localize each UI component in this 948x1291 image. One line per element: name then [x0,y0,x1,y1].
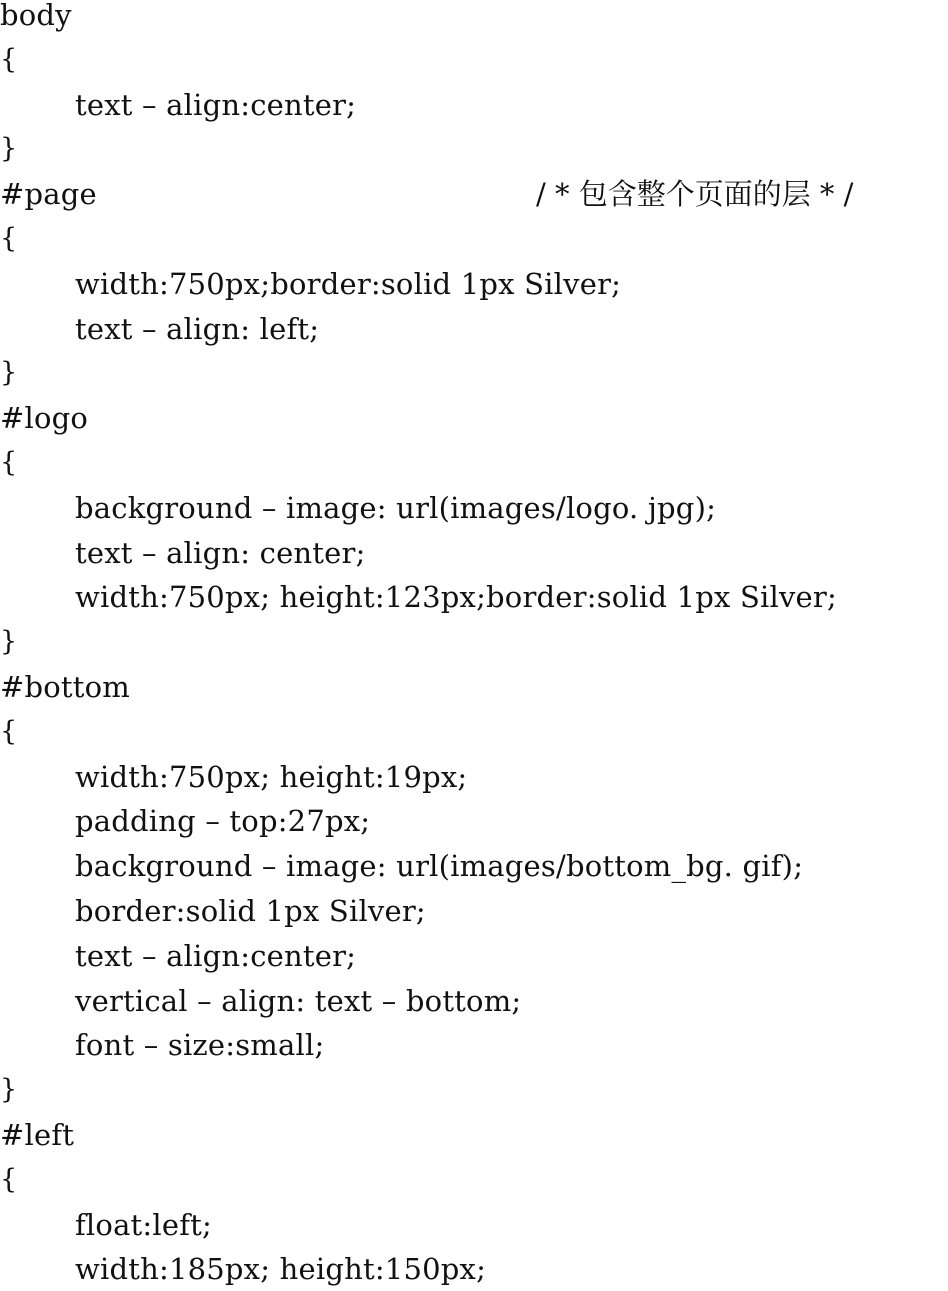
css-declaration-line: width:750px; height:123px;border:solid 1px Silver; [75,580,837,615]
open-brace: { [0,715,18,747]
close-brace: } [0,1074,18,1106]
css-selector-line: #logo [0,401,89,436]
css-declaration-line: font – size:small; [75,1028,325,1063]
open-brace: { [0,223,18,254]
css-declaration-line: float:left; [75,1207,212,1242]
css-declaration-line: width:750px;border:solid 1px Silver; [75,266,622,301]
close-brace: } [0,133,18,165]
page-comment: / * 包含整个页面的层 * / [536,177,854,211]
css-selector-line: #page [0,177,97,212]
css-declaration-line: text – align: left; [75,311,320,346]
css-declaration-line: width:750px; height:19px; [75,759,468,794]
css-selector-line: #left [0,1118,75,1152]
open-brace: { [0,43,18,75]
close-brace: } [0,357,18,389]
open-brace: { [0,1163,18,1195]
css-selector-line: #bottom [0,670,130,704]
css-declaration-line: background – image: url(images/logo. jpg); [75,490,717,525]
open-brace: { [0,447,18,478]
close-brace: } [0,626,18,658]
css-declaration-line: text – align:center; [75,938,357,973]
css-declaration-line: background – image: url(images/bottom_bg. gif); [75,849,804,884]
css-declaration-line: text – align: center; [75,535,366,570]
css-declaration-line: width:185px; height:150px; [75,1252,487,1287]
css-declaration-line: border:solid 1px Silver; [75,894,426,928]
css-selector-line: body [0,0,72,32]
css-declaration-line: text – align:center; [75,87,357,122]
css-declaration-line: padding – top:27px; [75,804,371,839]
css-declaration-line: vertical – align: text – bottom; [75,983,522,1018]
